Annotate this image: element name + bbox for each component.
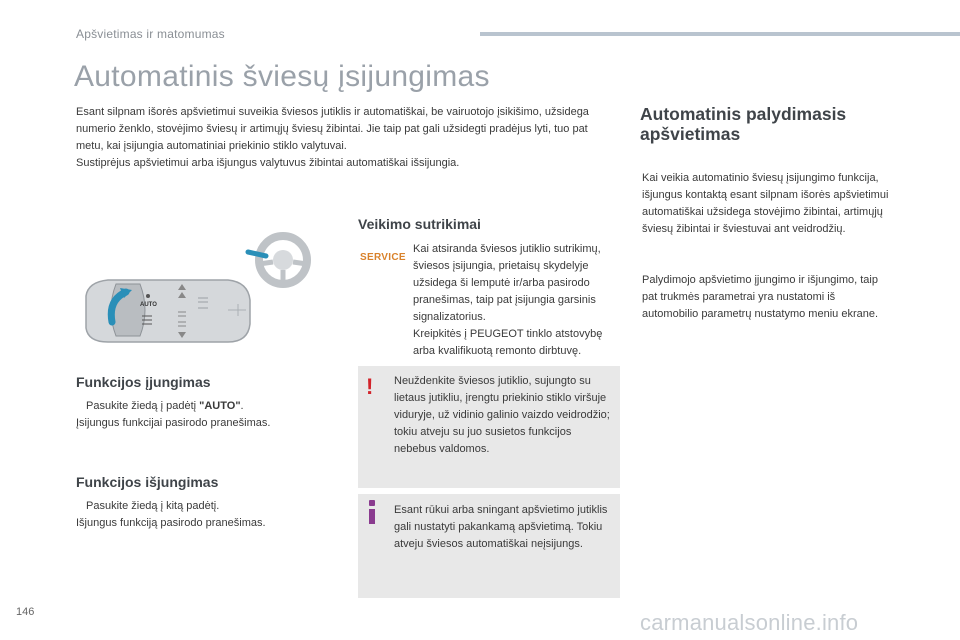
page-number: 146 (16, 606, 35, 618)
section-header: Apšvietimas ir matomumas (76, 27, 225, 41)
intro-paragraph-1: Esant silpnam išorės apšvietimui suveikia šviesos jutiklis ir automatiškai, be vairuotojo įsikišimo, užsidega numerio ženklo, stovėjimo šviesų ir artimųjų šviesų žibintai. Jie taip pat gali užsidegti pradėjus lyti, tuo pat metu, kai įsijungia automatiniai priekinio stiklo valytuvai. (76, 106, 589, 152)
header-bar (480, 32, 960, 36)
intro-paragraph-2: Sustiprėjus apšvietimui arba išjungus valytuvus žibintai automatiškai išsijungia. (76, 157, 460, 169)
page-title: Automatinis šviesų įsijungimas (74, 60, 490, 93)
deactivation-note: Išjungus funkciją pasirodo pranešimas. (76, 517, 266, 529)
warning-icon: ! (366, 374, 374, 399)
follow-me-home-text-2: Palydimojo apšvietimo įjungimo ir išjungimo, taip pat trukmės parametrai yra nustatomi iš automobilio parametrų nustatymo meniu ekrane. (642, 274, 879, 320)
watermark: carmanualsonline.info (640, 610, 859, 635)
malfunction-heading: Veikimo sutrikimai (358, 216, 481, 232)
lighting-switch-icon (86, 280, 250, 342)
activation-heading: Funkcijos įjungimas (76, 374, 211, 390)
follow-me-home-heading: Automatinis palydimasis apšvietimas (640, 104, 847, 144)
deactivation-step-text: Pasukite žiedą į kitą padėtį. (86, 500, 220, 512)
deactivation-step (76, 498, 346, 515)
malfunction-text (413, 241, 623, 360)
deactivation-text (76, 498, 346, 532)
activation-text (76, 398, 346, 432)
warning-text: Neuždenkite šviesos jutiklio, sujungto su lietaus jutikliu, įrengtu priekinio stiklo viršuje viduryje, už vidinio galinio vaizdo veidrodžio; tokiu atveju su juo susietos funkcijos nebebus valdomos. (394, 375, 610, 455)
activation-step-end: . (240, 400, 244, 412)
auto-label: AUTO (140, 302, 157, 308)
activation-step (76, 398, 346, 415)
info-text: Esant rūkui arba sningant apšvietimo jutiklis gali nustatyti pakankamą apšvietimą. Tokiu atveju šviesos automatiškai neįsijungs. (394, 504, 608, 550)
malfunction-text-2: Kreipkitės į PEUGEOT tinklo atstovybę arba kvalifikuotą remonto dirbtuvę. (413, 328, 603, 357)
auto-position-label: "AUTO" (199, 400, 241, 412)
deactivation-heading: Funkcijos išjungimas (76, 474, 219, 490)
steering-wheel-icon (248, 236, 307, 284)
lighting-stalk-illustration (78, 224, 348, 354)
activation-note: Įsijungus funkcijai pasirodo pranešimas. (76, 417, 271, 429)
activation-step-text: Pasukite žiedą į padėtį (86, 400, 200, 412)
malfunction-text-1: Kai atsiranda šviesos jutiklio sutrikimų, šviesos įsijungia, prietaisų skydelyje užsidega ši lemputė ir/arba pasirodo pranešimas, taip pat įsijungia garsinis signalizatorius. (413, 243, 601, 323)
service-warning-icon: SERVICE (360, 252, 406, 263)
info-icon (368, 500, 376, 524)
follow-me-home-text-1: Kai veikia automatinio šviesų įsijungimo funkcija, išjungus kontaktą esant silpnam išorės apšvietimui automatiškai užsidega stovėjimo žibintai, artimųjų šviesų žibintai ir šviestuvai ant veidrodžių. (642, 172, 889, 235)
intro-text (76, 104, 616, 172)
